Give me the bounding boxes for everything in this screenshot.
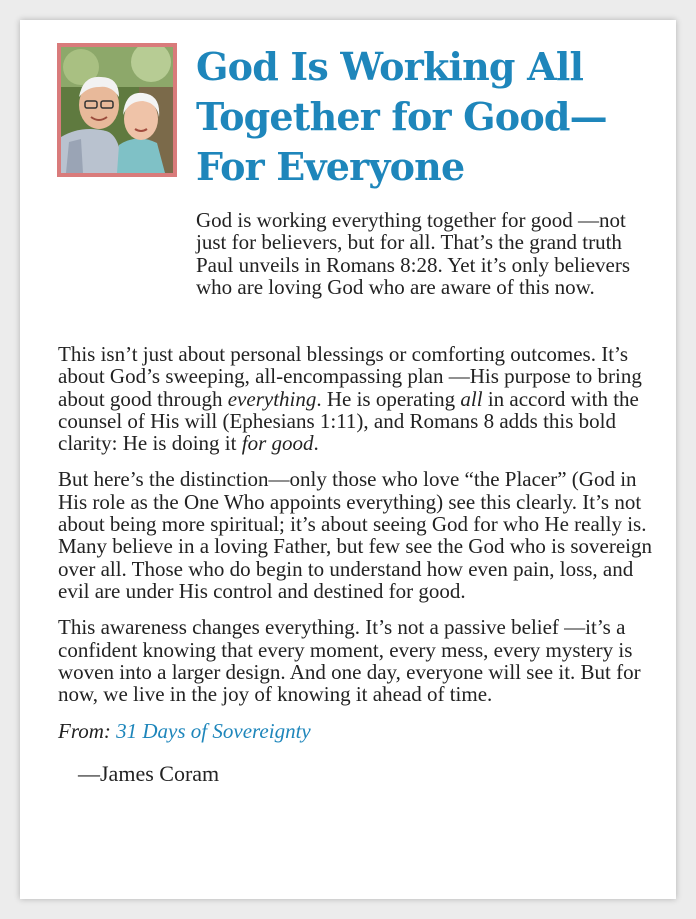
article-body (58, 343, 658, 787)
body-paragraph-2: But here’s the distinction—only those who love “the Placer” (God in His role as the One Who appoints everything) see this clearly. It’s not about being more spiritual; it’s about seeing God for who He really is. Many believe in a loving Father, but few see the God who is sovereign over all. Those who do begin to understand how even pain, loss, and evil are under His control and destined for good. (58, 467, 653, 603)
body-paragraph-3: This awareness changes everything. It’s not a passive belief —it’s a confident knowing that every moment, every mess, every mystery is woven into a larger design. And one day, everyone will see it. But for now, we live in the joy of knowing it ahead of time. (58, 615, 641, 707)
source-line (58, 719, 658, 743)
emphasis-for-good: for good (241, 431, 314, 456)
paragraph-1-text-d: . (313, 431, 319, 456)
emphasis-everything: everything (227, 386, 317, 411)
intro-paragraph: God is working everything together for good —not just for believers, but for all. That’s the grand truth Paul unveils in Romans 8:28. Yet it’s only believers who are loving God who are aware of this now. (196, 208, 630, 299)
article-title: God Is Working All Together for Good—For Everyone (196, 44, 607, 189)
author-signature: —James Coram (78, 761, 220, 787)
paragraph-1-text-a: This isn’t just about personal blessings or comforting outcomes. It’s about God’s sweeping, all-encompassing plan —His purpose to bring about good through (58, 342, 642, 411)
article-card (20, 20, 676, 899)
paragraph-1-text-b: . He is operating (316, 386, 461, 411)
source-prefix: From: (58, 719, 117, 744)
paragraph-1-text-c: in accord with the counsel of His will (Ephesians 1:11), and Romans 8 adds this bold clarity: He is doing it (58, 386, 639, 456)
source-book-link[interactable]: 31 Days of Sovereignty (116, 719, 311, 744)
author-photo (57, 43, 177, 177)
author-photo-image (61, 47, 173, 173)
body-paragraph-1 (58, 343, 658, 454)
emphasis-all: all (460, 386, 483, 411)
